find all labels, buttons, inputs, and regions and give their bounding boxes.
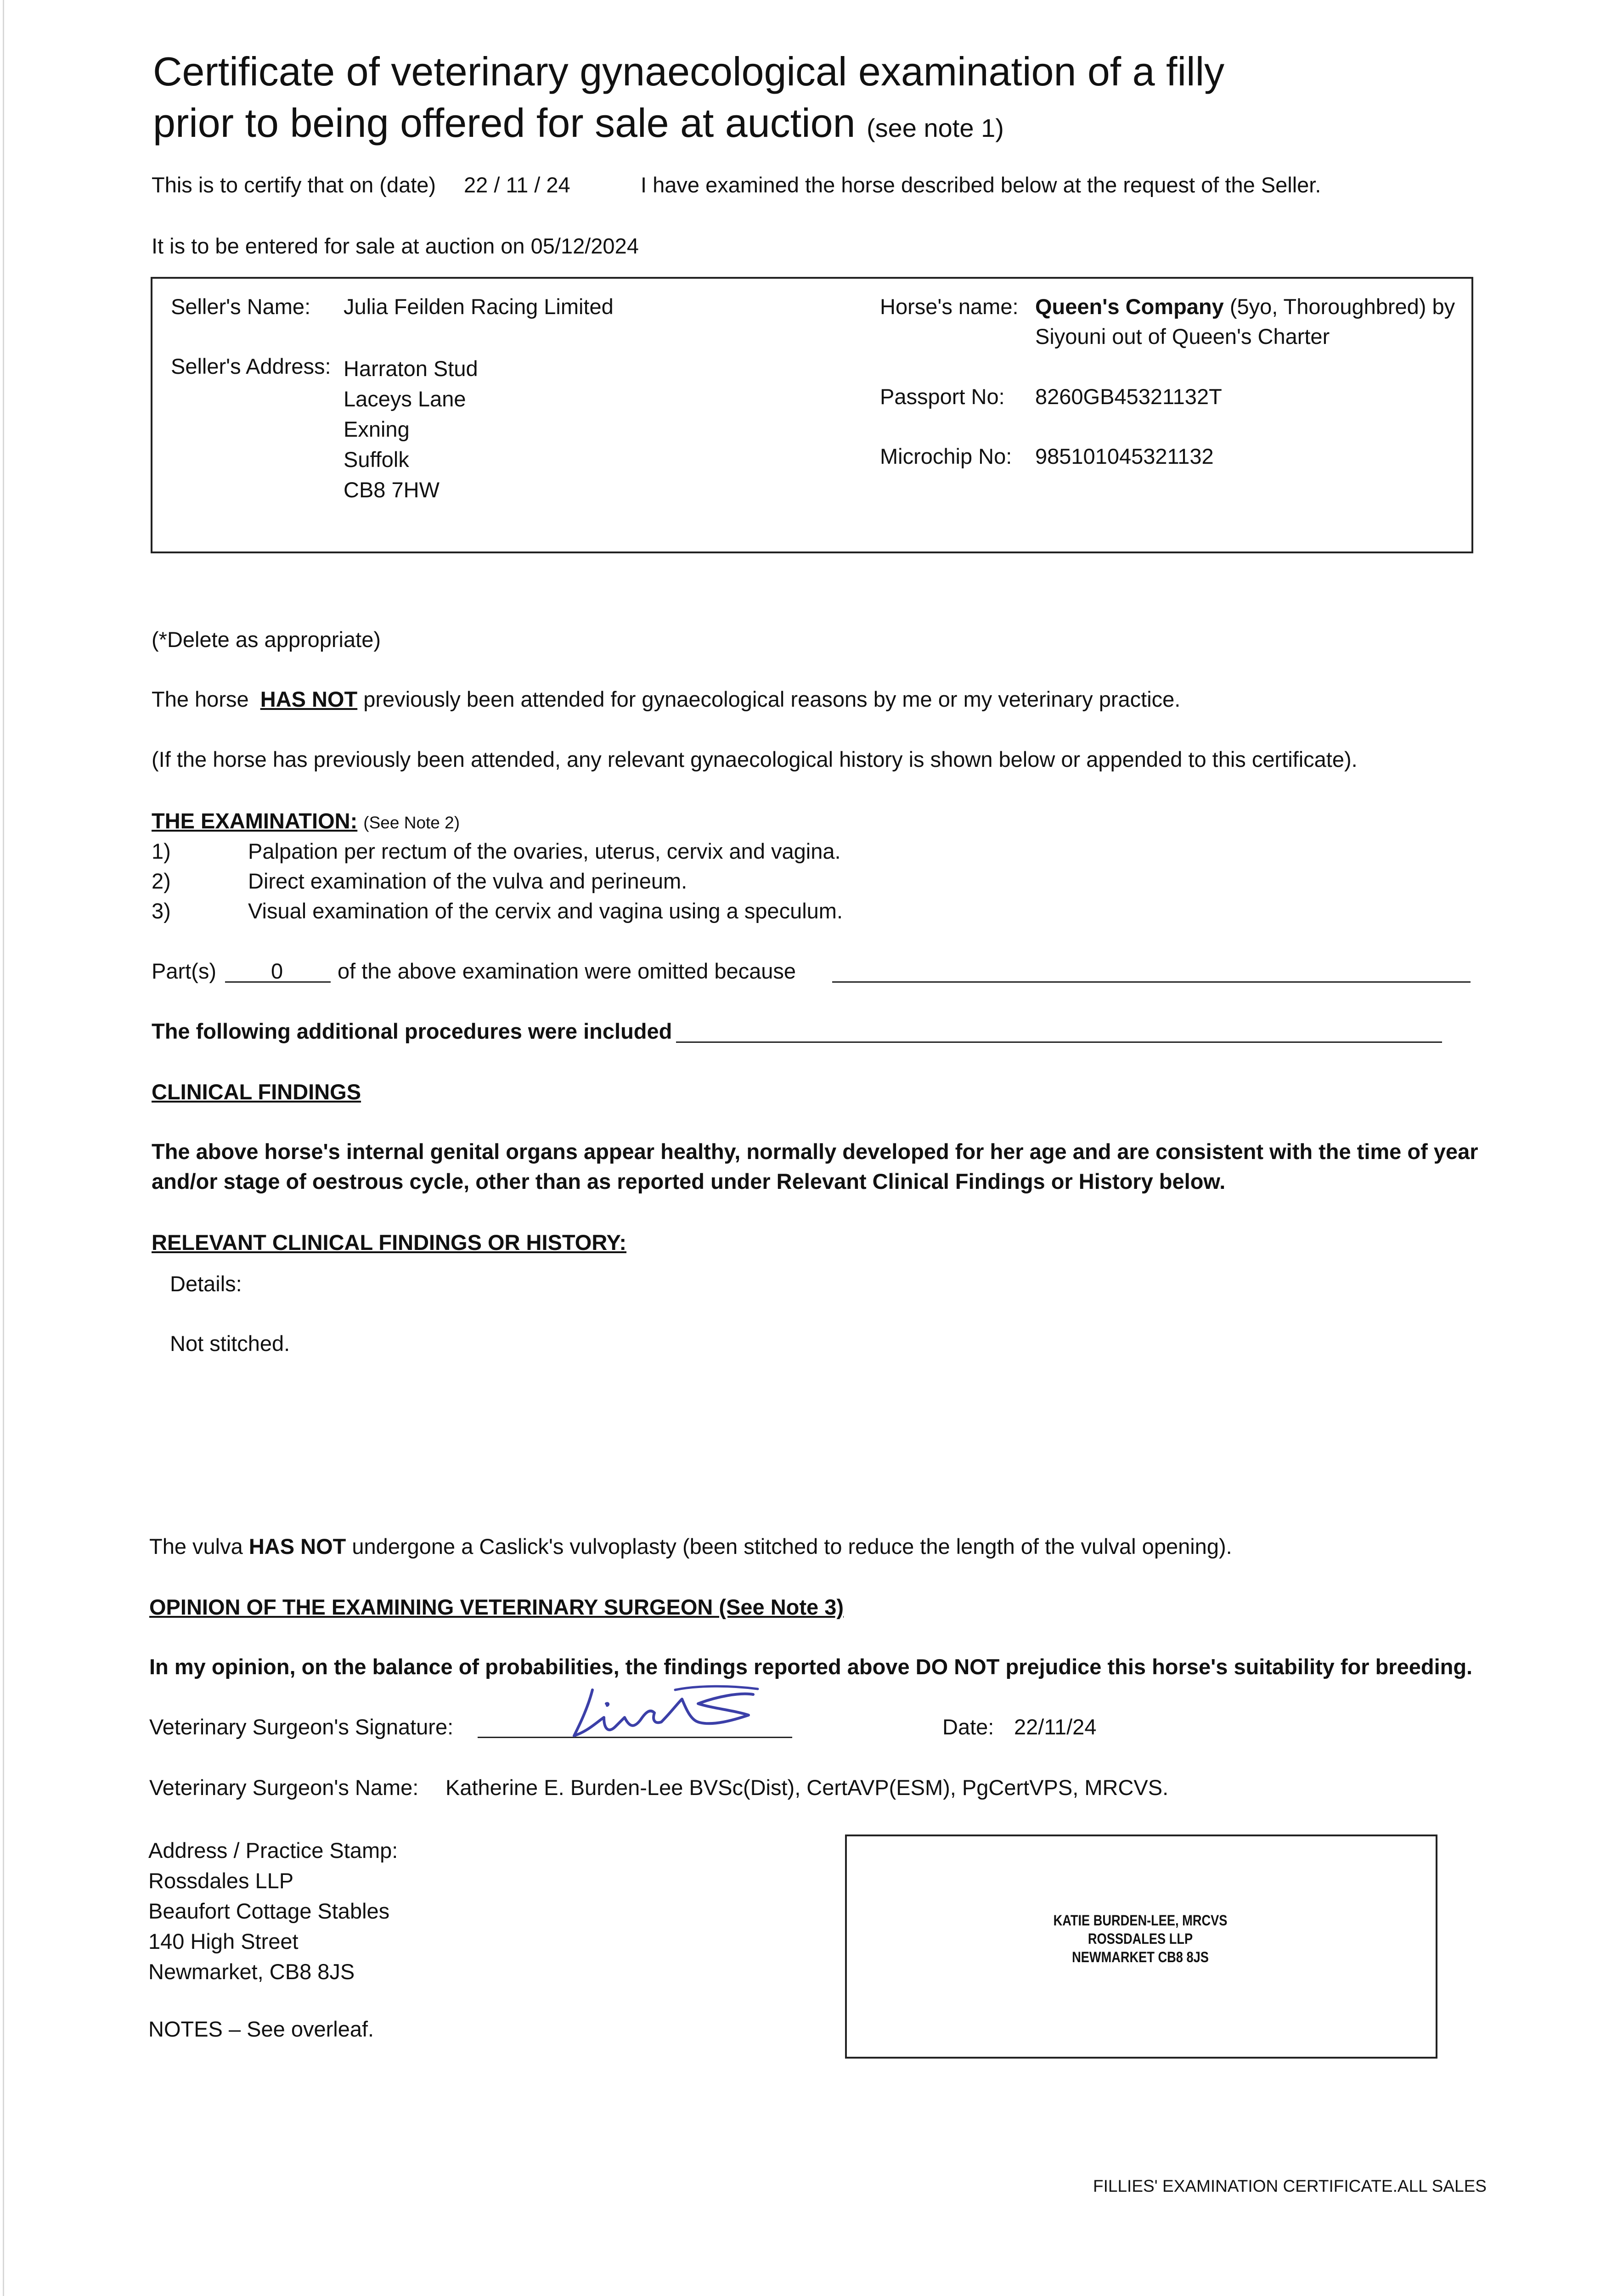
horse-name-bold: Queen's Company xyxy=(1035,294,1224,319)
omitted-parts-value: 0 xyxy=(271,959,283,983)
attended-suffix: previously been attended for gynaecological reasons by me or my veterinary practice. xyxy=(363,687,1181,711)
passport-label: Passport No: xyxy=(880,384,1005,409)
signature-label: Veterinary Surgeon's Signature: xyxy=(149,1715,454,1739)
stamp-line: ROSSDALES LLP xyxy=(1088,1930,1193,1947)
vulva-suffix: undergone a Caslick's vulvoplasty (been stitched to reduce the length of the vulval opening). xyxy=(352,1534,1232,1559)
additional-procedures-line xyxy=(676,1041,1442,1043)
certify-suffix: I have examined the horse described below at the request of the Seller. xyxy=(641,173,1321,197)
notes-line: NOTES – See overleaf. xyxy=(148,2017,374,2041)
auction-date-line: It is to be entered for sale at auction on 05/12/2024 xyxy=(152,234,639,258)
exam-item-text: Visual examination of the cervix and vagina using a speculum. xyxy=(248,899,843,923)
attended-status: HAS NOT xyxy=(260,687,358,711)
surgeon-name: Katherine E. Burden-Lee BVSc(Dist), CertAVP(ESM), PgCertVPS, MRCVS. xyxy=(445,1775,1169,1800)
history-note: (If the horse has previously been attended, any relevant gynaecological history is shown below or appended to this certificate). xyxy=(152,747,1358,771)
clinical-findings-heading: CLINICAL FINDINGS xyxy=(152,1080,361,1104)
horse-name-label: Horse's name: xyxy=(880,294,1019,319)
additional-procedures-label: The following additional procedures were included xyxy=(152,1019,672,1043)
clinical-statement-line-2: and/or stage of oestrous cycle, other than as reported under Relevant Clinical Findings or History below. xyxy=(152,1169,1226,1193)
vulva-status: HAS NOT xyxy=(248,1534,346,1559)
exam-item-text: Palpation per rectum of the ovaries, uterus, cervix and vagina. xyxy=(248,839,841,863)
exam-item-text: Direct examination of the vulva and perineum. xyxy=(248,869,688,893)
stamp-line: NEWMARKET CB8 8JS xyxy=(1072,1949,1209,1965)
practice-address-line: Newmarket, CB8 8JS xyxy=(148,1959,355,1984)
title-note: (see note 1) xyxy=(867,113,1004,142)
signature-stroke xyxy=(574,1690,753,1736)
seller-address xyxy=(344,354,478,505)
practice-address xyxy=(148,1835,398,1987)
footer-reference: FILLIES' EXAMINATION CERTIFICATE.ALL SALES xyxy=(1093,2177,1487,2195)
examination-heading-row xyxy=(152,808,460,833)
signature-stroke xyxy=(675,1686,758,1690)
practice-address-line: Rossdales LLP xyxy=(148,1868,294,1893)
address-line: Harraton Stud xyxy=(344,356,478,381)
handwritten-signature xyxy=(560,1676,785,1750)
exam-item-num: 1) xyxy=(152,839,171,863)
details-text: Not stitched. xyxy=(170,1331,290,1356)
seller-name: Julia Feilden Racing Limited xyxy=(344,294,614,319)
passport-number: 8260GB45321132T xyxy=(1035,384,1222,409)
horse-breeding: Siyouni out of Queen's Charter xyxy=(1035,324,1330,349)
opinion-heading: OPINION OF THE EXAMINING VETERINARY SURGEON (See Note 3) xyxy=(149,1595,844,1619)
practice-address-line: 140 High Street xyxy=(148,1929,299,1953)
exam-date: 22 / 11 / 24 xyxy=(464,173,570,197)
address-line: Suffolk xyxy=(344,447,409,472)
address-line: Exning xyxy=(344,417,410,441)
address-line: CB8 7HW xyxy=(344,478,440,502)
address-line: Laceys Lane xyxy=(344,387,466,411)
signature-date-label: Date: xyxy=(942,1715,994,1739)
examination-heading-note: (See Note 2) xyxy=(363,813,460,832)
vulva-statement xyxy=(149,1534,1232,1559)
stamp-line: KATIE BURDEN-LEE, MRCVS xyxy=(1053,1912,1228,1929)
practice-address-line: Beaufort Cottage Stables xyxy=(148,1899,390,1923)
document-title xyxy=(153,46,1531,154)
delete-note: (*Delete as appropriate) xyxy=(152,627,381,652)
exam-item-num: 2) xyxy=(152,869,171,893)
title-line-1: Certificate of veterinary gynaecological examination of a filly xyxy=(153,49,1225,94)
practice-stamp xyxy=(890,1911,1390,1966)
horse-name-rest: (5yo, Thoroughbred) by xyxy=(1229,294,1455,319)
signature-date: 22/11/24 xyxy=(1014,1715,1097,1739)
omitted-reason-line xyxy=(832,981,1471,983)
relevant-findings-heading: RELEVANT CLINICAL FINDINGS OR HISTORY: xyxy=(152,1230,627,1255)
microchip-label: Microchip No: xyxy=(880,444,1012,468)
title-line-2-text: prior to being offered for sale at auction xyxy=(153,100,856,146)
title-line-2 xyxy=(153,97,1531,154)
page-edge-shadow xyxy=(3,0,4,2296)
clinical-statement-line-1: The above horse's internal genital organs appear healthy, normally developed for her age and are consistent with the time of year xyxy=(152,1139,1478,1164)
microchip-number: 985101045321132 xyxy=(1035,444,1214,468)
omitted-prefix: Part(s) xyxy=(152,959,216,983)
seller-address-label: Seller's Address: xyxy=(171,354,331,378)
examination-heading: THE EXAMINATION: xyxy=(152,809,358,833)
attended-prefix: The horse xyxy=(152,687,249,711)
details-label: Details: xyxy=(170,1272,242,1296)
vulva-prefix: The vulva xyxy=(149,1534,243,1559)
signature-stroke xyxy=(606,1703,608,1705)
certify-prefix: This is to certify that on (date) xyxy=(152,173,436,197)
seller-name-label: Seller's Name: xyxy=(171,294,311,319)
exam-item-num: 3) xyxy=(152,899,171,923)
opinion-statement: In my opinion, on the balance of probabilities, the findings reported above DO NOT prejudice this horse's suitability for breeding. xyxy=(149,1654,1473,1679)
omitted-suffix: of the above examination were omitted because xyxy=(338,959,796,983)
attended-statement xyxy=(152,687,1180,712)
horse-name xyxy=(1035,294,1455,319)
practice-address-label: Address / Practice Stamp: xyxy=(148,1838,398,1863)
surgeon-name-label: Veterinary Surgeon's Name: xyxy=(149,1775,419,1800)
